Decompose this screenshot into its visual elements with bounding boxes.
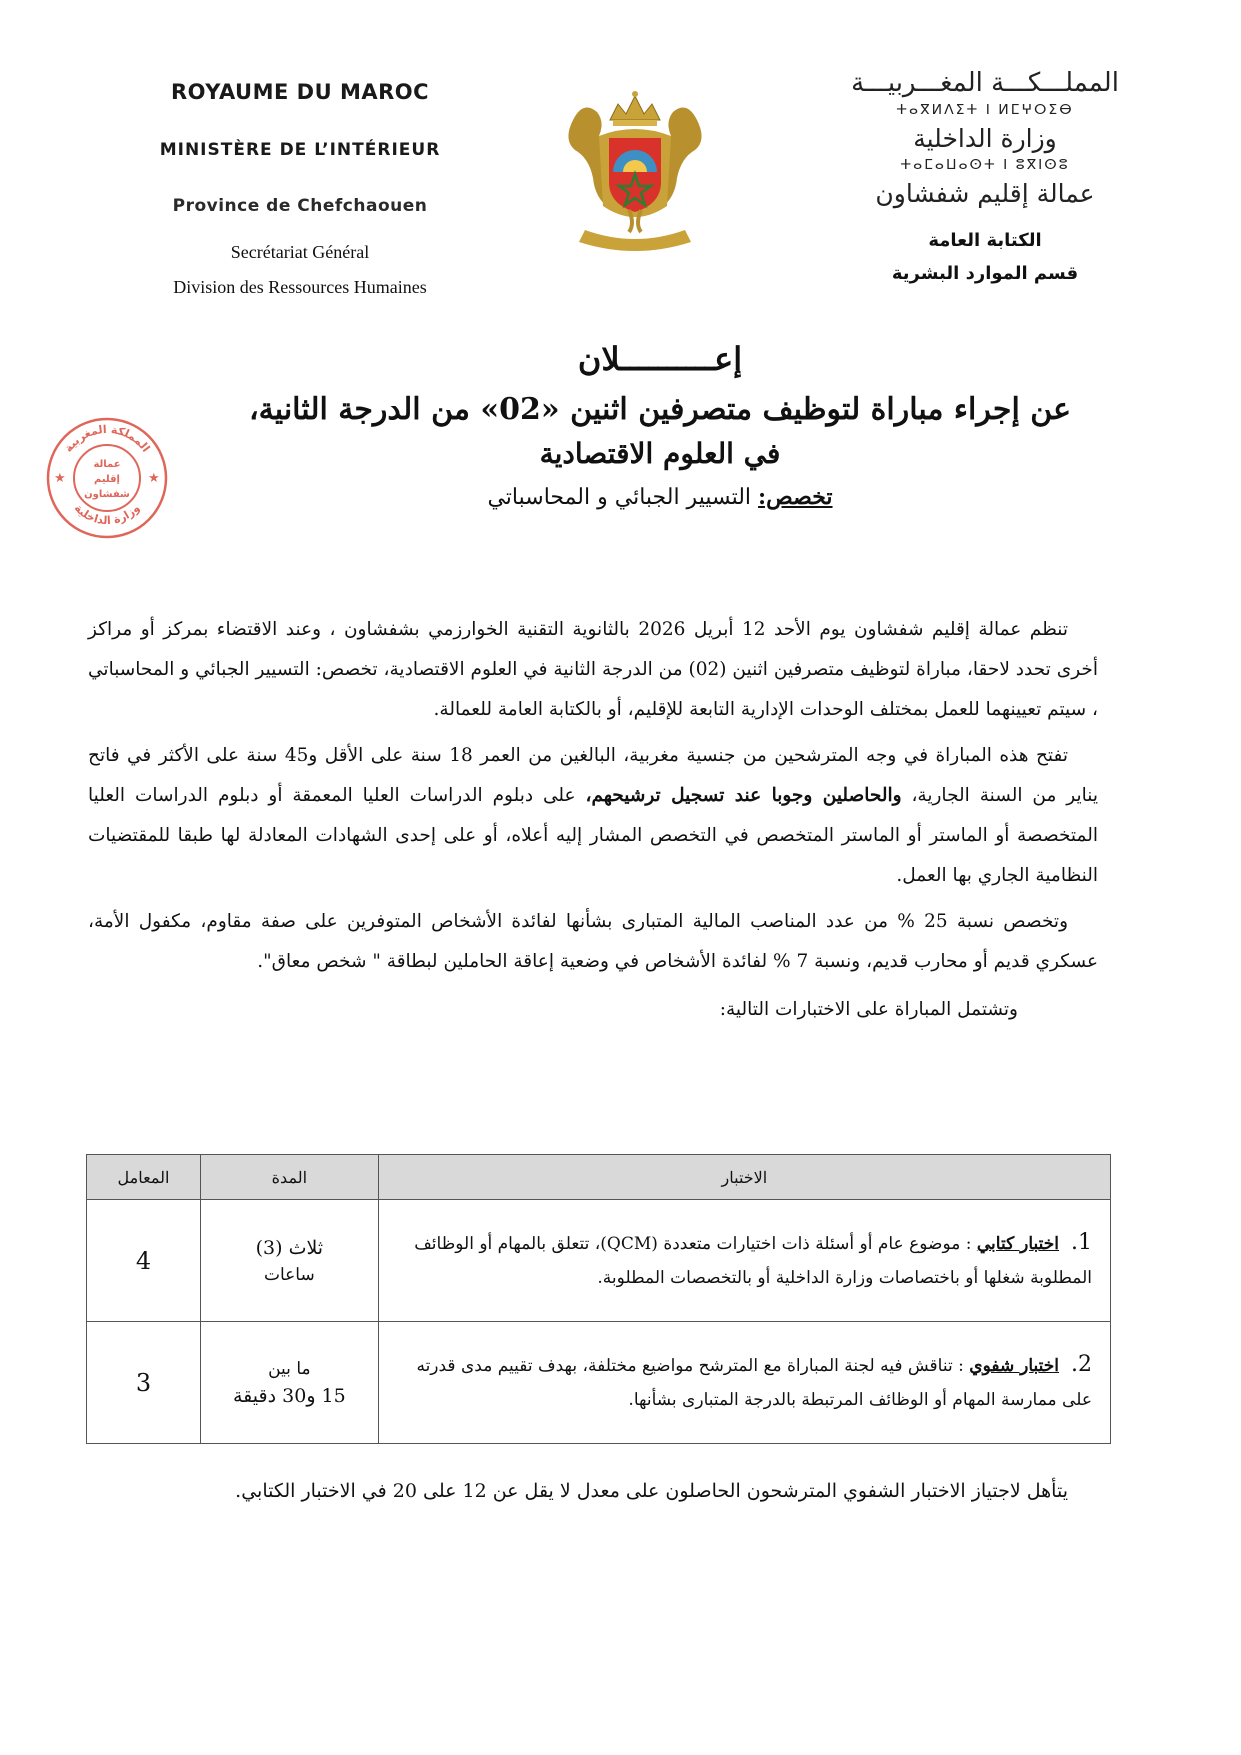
header-duration: المدة: [200, 1155, 378, 1200]
paragraph-2-start: تفتح هذه المباراة في وجه المترشحين من جنسية مغربية، البالغين من العمر 18 سنة على الأقل و45 سنة على الأكثر في فاتح يناير من السنة الجارية،: [88, 745, 1098, 806]
header-coefficient: المعامل: [87, 1155, 201, 1200]
duration-line-2: ساعات: [263, 1264, 315, 1285]
exam-number: 1.: [1071, 1230, 1092, 1255]
province-name-ar: عمالة إقليم شفشاون: [875, 179, 1095, 208]
country-name-fr: ROYAUME DU MAROC: [170, 80, 430, 104]
crown-star: [632, 91, 638, 97]
body-paragraph-3: وتخصص نسبة 25 % من عدد المناصب المالية المتبارى بشأنها لفائدة الأشخاص المتوفرين على صفة مقاوم، مكفول الأمة، عسكري قديم أو محارب قديم، ونسبة 7 % لفائدة الأشخاص في وضعية إعاقة الحاملين لبطاقة " شخص معاق".: [88, 911, 1098, 972]
table-row: [87, 1200, 1111, 1322]
specialty-line: [200, 484, 1120, 510]
header-arabic: [820, 68, 1150, 284]
country-name-tifinagh: ⵜⴰⴳⵍⴷⵉⵜ ⵏ ⵍⵎⵖⵔⵉⴱ: [896, 102, 1074, 118]
exam-title: اختبار شفوي: [969, 1356, 1059, 1376]
paragraph-2-bold: والحاصلين وجوبا عند تسجيل ترشيحهم،: [585, 785, 902, 806]
stamp-text-top: المملكة المغربية: [61, 422, 153, 455]
exam-number: 2.: [1071, 1352, 1092, 1377]
ministry-name-tifinagh: ⵜⴰⵎⴰⵡⴰⵙⵜ ⵏ ⵓⴳⵏⵙⵓ: [900, 157, 1070, 173]
department-name-ar: الكتابة العامة: [928, 230, 1042, 251]
exam-duration-cell: [200, 1200, 378, 1322]
specialty-label: تخصص:: [758, 484, 833, 510]
duration-line-2: 15 و30 دقيقة: [233, 1384, 346, 1407]
exam-title: اختبار كتابي: [976, 1234, 1059, 1254]
table-intro: وتشتمل المباراة على الاختبارات التالية:: [719, 999, 1018, 1020]
exams-table: [86, 1154, 1111, 1444]
specialty-value: التسيير الجبائي و المحاسباتي: [487, 485, 759, 510]
crown-band: [613, 120, 657, 126]
table-header-row: [87, 1155, 1111, 1200]
footer-note-block: [88, 1470, 1098, 1512]
announcement-subtitle: في العلوم الاقتصادية: [539, 437, 781, 470]
exam-duration-cell: [200, 1322, 378, 1444]
paragraph-2-end: على دبلوم الدراسات العليا المعمقة أو دبلوم الدراسات العليا المتخصصة أو الماستر أو الماستر المتخصص في التخصص المشار إليه أعلاه، أو على إحدى الشهادات المعادلة لها طبقا للمقتضيات النظامية الجاري بها العمل.: [88, 785, 1098, 886]
division-name-fr: Division des Ressources Humaines: [173, 277, 427, 297]
footer-note: يتأهل لاجتياز الاختبار الشفوي المترشحون الحاصلون على معدل لا يقل عن 12 على 20 في الاختبار الكتابي.: [235, 1480, 1068, 1502]
division-name-ar: قسم الموارد البشرية: [891, 263, 1079, 284]
announcement-body: [88, 610, 1098, 1036]
duration-line-1: ما بين: [268, 1358, 311, 1379]
stamp-inner-line: عمالة: [93, 459, 121, 470]
announcement-heading: إعــــــــــلان: [577, 340, 743, 378]
official-stamp-icon: [44, 415, 170, 541]
exam-coefficient-cell: 3: [87, 1322, 201, 1444]
moroccan-coat-of-arms-icon: [555, 80, 715, 255]
stamp-inner-line: شفشاون: [84, 489, 130, 500]
announcement-title-block: [200, 340, 1120, 510]
header-french: [100, 70, 500, 298]
stamp-star-right: ★: [148, 471, 160, 486]
ministry-name-ar: وزارة الداخلية: [913, 124, 1057, 153]
motto-ribbon: [579, 230, 691, 251]
table-row: [87, 1322, 1111, 1444]
announcement-main-title: عن إجراء مباراة لتوظيف متصرفين اثنين «02» من الدرجة الثانية،: [249, 392, 1071, 427]
header-exam: الاختبار: [378, 1155, 1110, 1200]
exam-description: : تناقش فيه لجنة المباراة مع المترشح مواضيع مختلفة، بهدف تقييم مدى قدرته على ممارسة المهام أو الوظائف المرتبطة بالدرجة المتبارى بشأنها.: [416, 1356, 1092, 1410]
body-paragraph-2: [88, 736, 1098, 896]
crown-shape: [610, 96, 660, 120]
exam-description: : موضوع عام أو أسئلة ذات اختيارات متعددة (QCM)، تتعلق بالمهام أو الوظائف المطلوبة شغلها أو باختصاصات وزارة الداخلية أو بالتخصصات المطلوبة.: [414, 1234, 1092, 1288]
ministry-name-fr: MINISTÈRE DE L’INTÉRIEUR: [159, 140, 441, 160]
exam-description-cell: [378, 1200, 1110, 1322]
province-name-fr: Province de Chefchaouen: [172, 196, 428, 216]
department-name-fr: Secrétariat Général: [230, 242, 370, 262]
duration-line-1: ثلاث (3): [255, 1236, 324, 1259]
exam-coefficient-cell: 4: [87, 1200, 201, 1322]
exam-description-cell: [378, 1322, 1110, 1444]
body-paragraph-1: تنظم عمالة إقليم شفشاون يوم الأحد 12 أبريل 2026 بالثانوية التقنية الخوارزمي بشفشاون ، وعند الاقتضاء بمركز أو مراكز أخرى تحدد لاحقا، مباراة لتوظيف متصرفين اثنين (02) من الدرجة الثانية في العلوم الاقتصادية، تخصص: التسيير الجبائي و المحاسباتي ، سيتم تعيينهما للعمل بمختلف الوحدات الإدارية التابعة للإقليم، أو بالكتابة العامة للعمالة.: [88, 619, 1098, 720]
country-name-ar: المملـــكـــة المغـــربيـــة: [851, 68, 1119, 98]
stamp-star-left: ★: [54, 471, 66, 486]
stamp-text-bottom: وزارة الداخلية: [71, 501, 143, 528]
stamp-inner-line: إقليم: [94, 474, 120, 485]
